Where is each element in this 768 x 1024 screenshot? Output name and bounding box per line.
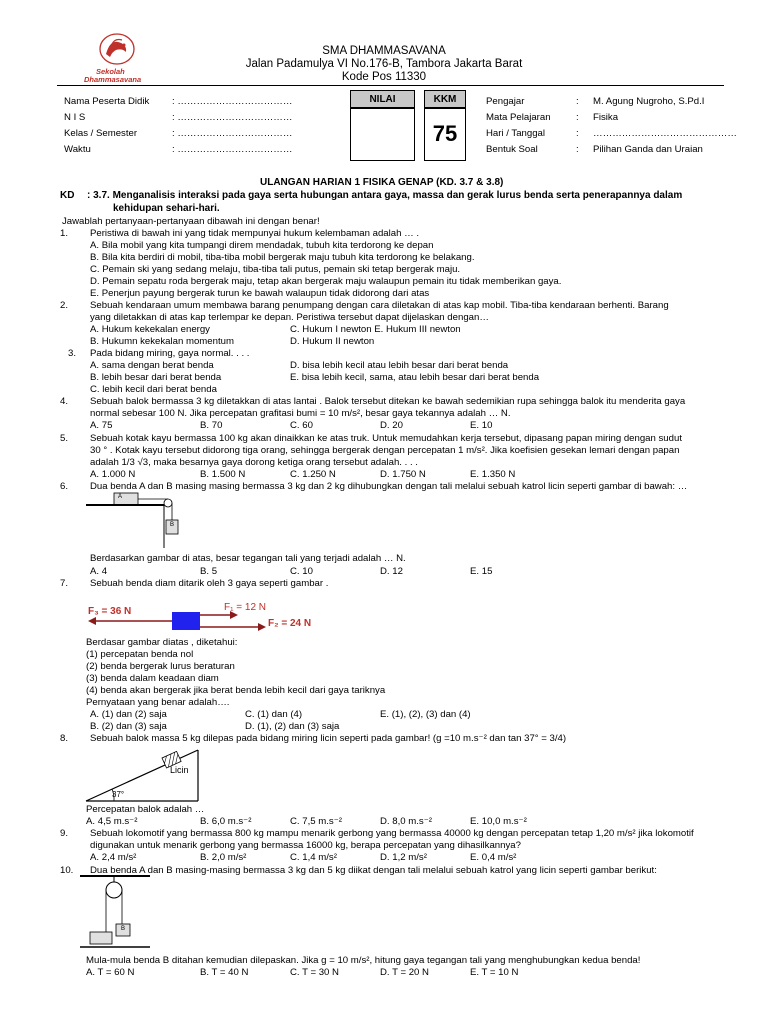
info-field-value: Pilihan Ganda dan Uraian [593, 144, 703, 155]
question-text: Sebuah kendaraan umum membawa barang penumpang dengan cara diletakan di atas kap mobil. Tiba-tiba kendaraan berhenti. Barang [90, 300, 669, 311]
info-field-value[interactable]: ……………………………………… [593, 128, 737, 139]
question-number: 5. [60, 433, 69, 444]
force-label-f1: F₁ = 12 N [224, 602, 267, 613]
statement-line: (2) benda bergerak lurus beraturan [86, 661, 235, 672]
question-prompt: Berdasarkan gambar di atas, besar tegangan tali yang terjadi adalah … N. [90, 553, 406, 564]
question-text: Sebuah balok bermassa 3 kg diletakkan di atas lantai . Balok tersebut ditekan ke bawah sedemikian rupa sehingga balok itu menderita gaya [90, 396, 686, 407]
option-d[interactable]: D. 20 [380, 420, 403, 431]
question-text: Sebuah lokomotif yang bermassa 800 kg mampu menarik gerbong yang bermassa 40000 kg dengan percepatan tetap 1,20 m/s² jika lokomotif [90, 828, 694, 839]
question-text-continued: digunakan untuk menarik gerbong yang bermassa 16000 kg, berapa percepatan yang dihasilkannya? [90, 840, 521, 851]
info-field-colon: : [576, 112, 579, 123]
option-c[interactable]: C. 10 [290, 566, 313, 577]
option-c[interactable]: C. 1.250 N [290, 469, 336, 480]
question-number: 4. [60, 396, 69, 407]
student-field-value[interactable]: : ……………………………… [172, 112, 293, 123]
option-a[interactable]: A. 1.000 N [90, 469, 136, 480]
instruction-text: Jawablah pertanyaan-pertanyaan dibawah ini dengan benar! [62, 216, 320, 227]
question-text: Dua benda A dan B masing masing bermassa 3 kg dan 2 kg dihubungkan dengan tali melalui sebuah katrol licin seperti gambar di bawah: … [90, 481, 688, 492]
option-c[interactable]: C. 1,4 m/s² [290, 852, 337, 863]
option-c[interactable]: C. Pemain ski yang sedang melaju, tiba-tiba tali putus, pemain ski tetap bergerak maju. [90, 264, 461, 275]
question-text-continued: yang diletakkan di atas kap terlempar ke depan. Peristiwa tersebut dapat dijelaskan dengan… [90, 312, 489, 323]
option-c[interactable]: C. lebih kecil dari berat benda [90, 384, 217, 395]
kd-text: : 3.7. Menganalisis interaksi pada gaya serta hubungan antara gaya, massa dan gerak lurus benda serta penerapannya dalam [87, 190, 683, 201]
option-e[interactable]: E. T = 10 N [470, 967, 519, 978]
option-a[interactable]: A. 2,4 m/s² [90, 852, 137, 863]
question-text: Dua benda A dan B masing-masing bermassa 3 kg dan 5 kg diikat dengan tali melalui sebuah katrol yang licin seperti gambar berikut: [90, 865, 657, 876]
option-b[interactable]: B. Hukumn kekekalan momentum [90, 336, 234, 347]
option-d[interactable]: D. 1.750 N [380, 469, 426, 480]
option-c[interactable]: C. 60 [290, 420, 313, 431]
student-field-value[interactable]: : ……………………………… [172, 128, 293, 139]
school-postcode: Kode Pos 11330 [341, 71, 427, 83]
nilai-box[interactable] [350, 107, 415, 161]
force-label-f3: F₃ = 36 N [88, 606, 132, 617]
student-field-label: Kelas / Semester [64, 128, 138, 139]
option-b[interactable]: B. Bila kita berdiri di mobil, tiba-tiba mobil bergerak maju tubuh kita terdorong ke belakang. [90, 252, 475, 263]
option-e[interactable]: E. Penerjun payung bergerak turun ke bawah walaupun tidak didorong dari atas [90, 288, 430, 299]
kd-label: KD [60, 190, 75, 201]
option-e[interactable]: E. 10,0 m.s⁻² [470, 816, 527, 827]
option-a[interactable]: A. 75 [90, 420, 113, 431]
option-b[interactable]: B. 2,0 m/s² [200, 852, 247, 863]
option-b[interactable]: B. T = 40 N [200, 967, 249, 978]
inclined-plane-figure [84, 744, 224, 802]
school-address: Jalan Padamulya VI No.176-B, Tambora Jakarta Barat [245, 58, 523, 70]
question-text-continued: 30 ° . Kotak kayu tersebut didorong tiga orang, sehingga bergerak dengan percepatan 1 m/s². Jika koefisien gesekan lemari dengan papan [90, 445, 680, 456]
option-b[interactable]: B. 5 [200, 566, 218, 577]
option-b[interactable]: B. (2) dan (3) saja [90, 721, 167, 732]
question-text: Sebuah benda diam ditarik oleh 3 gaya seperti gambar . [90, 578, 329, 589]
option-a[interactable]: A. 4,5 m.s⁻² [86, 816, 138, 827]
info-field-label: Mata Pelajaran [486, 112, 551, 123]
info-field-colon: : [576, 96, 579, 107]
question-number: 9. [60, 828, 69, 839]
option-a[interactable]: A. (1) dan (2) saja [90, 709, 167, 720]
option-d[interactable]: D. 8,0 m.s⁻² [380, 816, 432, 827]
option-e[interactable]: E. 10 [470, 420, 493, 431]
option-b[interactable]: B. 6,0 m.s⁻² [200, 816, 252, 827]
statement-line: (3) benda dalam keadaan diam [86, 673, 219, 684]
question-number: 10. [60, 865, 74, 876]
question-number: 2. [60, 300, 69, 311]
hanging-pulley-figure [80, 872, 160, 952]
option-c[interactable]: C. T = 30 N [290, 967, 339, 978]
option-d[interactable]: D. Pemain sepatu roda bergerak maju, tetap akan bergerak maju walaupun pemain itu tidak memberikan gaya. [90, 276, 562, 287]
figure-label-b: B [121, 926, 126, 932]
option-d[interactable]: D. T = 20 N [380, 967, 429, 978]
info-field-value: Fisika [593, 112, 619, 123]
info-field-label: Bentuk Soal [486, 144, 538, 155]
logo-text-line1: Sekolah [96, 67, 125, 76]
option-b[interactable]: B. 1.500 N [200, 469, 246, 480]
option-e[interactable]: E. 15 [470, 566, 493, 577]
pulley-table-figure [86, 490, 206, 550]
student-field-label: Waktu [64, 144, 91, 155]
figure-label-b: B [170, 522, 175, 528]
option-c[interactable]: C. (1) dan (4) [245, 709, 303, 720]
info-field-label: Hari / Tanggal [486, 128, 546, 139]
question-number: 8. [60, 733, 69, 744]
option-d[interactable]: D. bisa lebih kecil atau lebih besar dari berat benda [290, 360, 509, 371]
option-d[interactable]: D. (1), (2) dan (3) saja [245, 721, 340, 732]
school-name: SMA DHAMMASAVANA [322, 45, 446, 57]
figure-label-licin: Licin [170, 765, 189, 775]
option-b[interactable]: B. lebih besar dari berat benda [90, 372, 222, 383]
question-text: Sebuah balok massa 5 kg dilepas pada bidang miring licin seperti pada gambar! (g =10 m.s⁻² dan tan 37° = 3/4) [90, 733, 567, 744]
option-e[interactable]: E. 1.350 N [470, 469, 516, 480]
kkm-value: 75 [424, 107, 466, 161]
student-field-value[interactable]: : ……………………………… [172, 144, 293, 155]
kd-text-continued: kehidupan sehari-hari. [113, 203, 220, 214]
info-field-colon: : [576, 128, 579, 139]
question-text: Sebuah kotak kayu bermassa 100 kg akan dinaikkan ke atas truk. Untuk memudahkan kerja tersebut, dipasang papan miring dengan sudut [90, 433, 682, 444]
info-field-label: Pengajar [486, 96, 525, 107]
question-number: 6. [60, 481, 69, 492]
option-a[interactable]: A. sama dengan berat benda [90, 360, 214, 371]
question-text-continued: adalah 1/3 √3, maka besarnya gaya dorong ketiga orang tersebut adalah. . . . [90, 457, 418, 468]
kkm-header: KKM [424, 90, 466, 109]
info-field-value: M. Agung Nugroho, S.Pd.I [593, 96, 705, 107]
statement-line: Berdasar gambar diatas , diketahui: [86, 637, 238, 648]
nilai-header: NILAI [350, 90, 415, 109]
question-text: Peristiwa di bawah ini yang tidak mempunyai hukum kelembaman adalah … . [90, 228, 420, 239]
header-divider [57, 85, 724, 86]
option-c-e[interactable]: C. Hukum I newton E. Hukum III newton [290, 324, 461, 335]
option-d[interactable]: D. 12 [380, 566, 403, 577]
statement-line: (4) benda akan bergerak jika berat benda lebih kecil dari gaya tariknya [86, 685, 386, 696]
option-c[interactable]: C. 7,5 m.s⁻² [290, 816, 342, 827]
option-b[interactable]: B. 70 [200, 420, 223, 431]
figure-label-angle: 37° [112, 790, 125, 799]
question-prompt: Mula-mula benda B ditahan kemudian dilepaskan. Jika g = 10 m/s², hitung gaya tegangan tali yang menghubungkan kedua benda! [86, 955, 641, 966]
question-text-continued: normal sebesar 100 N. Jika percepatan grafitasi bumi = 10 m/s², besar gaya tekannya adalah … N. [90, 408, 511, 419]
option-e[interactable]: E. 0,4 m/s² [470, 852, 517, 863]
force-label-f2: F₂ = 24 N [268, 618, 312, 629]
statement-line: Pernyataan yang benar adalah…. [86, 697, 230, 708]
question-number: 7. [60, 578, 69, 589]
student-field-value[interactable]: : ……………………………… [172, 96, 293, 107]
option-e[interactable]: E. bisa lebih kecil, sama, atau lebih besar dari berat benda [290, 372, 540, 383]
student-field-label: N I S [64, 112, 86, 123]
info-field-colon: : [576, 144, 579, 155]
option-a[interactable]: A. Bila mobil yang kita tumpangi direm mendadak, tubuh kita terdorong ke depan [90, 240, 434, 251]
option-d[interactable]: D. 1,2 m/s² [380, 852, 427, 863]
figure-label-a: A [118, 494, 123, 500]
exam-title: ULANGAN HARIAN 1 FISIKA GENAP (KD. 3.7 & 3.8) [260, 177, 504, 188]
option-d[interactable]: D. Hukum II newton [290, 336, 375, 347]
logo-text-line2: Dhammasavana [84, 75, 142, 84]
option-a[interactable]: A. Hukum kekekalan energy [90, 324, 210, 335]
option-a[interactable]: A. 4 [90, 566, 108, 577]
option-e[interactable]: E. (1), (2), (3) dan (4) [380, 709, 471, 720]
question-text: Pada bidang miring, gaya normal. . . . [90, 348, 250, 359]
student-field-label: Nama Peserta Didik [64, 96, 150, 107]
question-number: 3. [68, 348, 77, 359]
question-number: 1. [60, 228, 69, 239]
question-prompt: Percepatan balok adalah … [86, 804, 205, 815]
statement-line: (1) percepatan benda nol [86, 649, 194, 660]
option-a[interactable]: A. T = 60 N [86, 967, 135, 978]
